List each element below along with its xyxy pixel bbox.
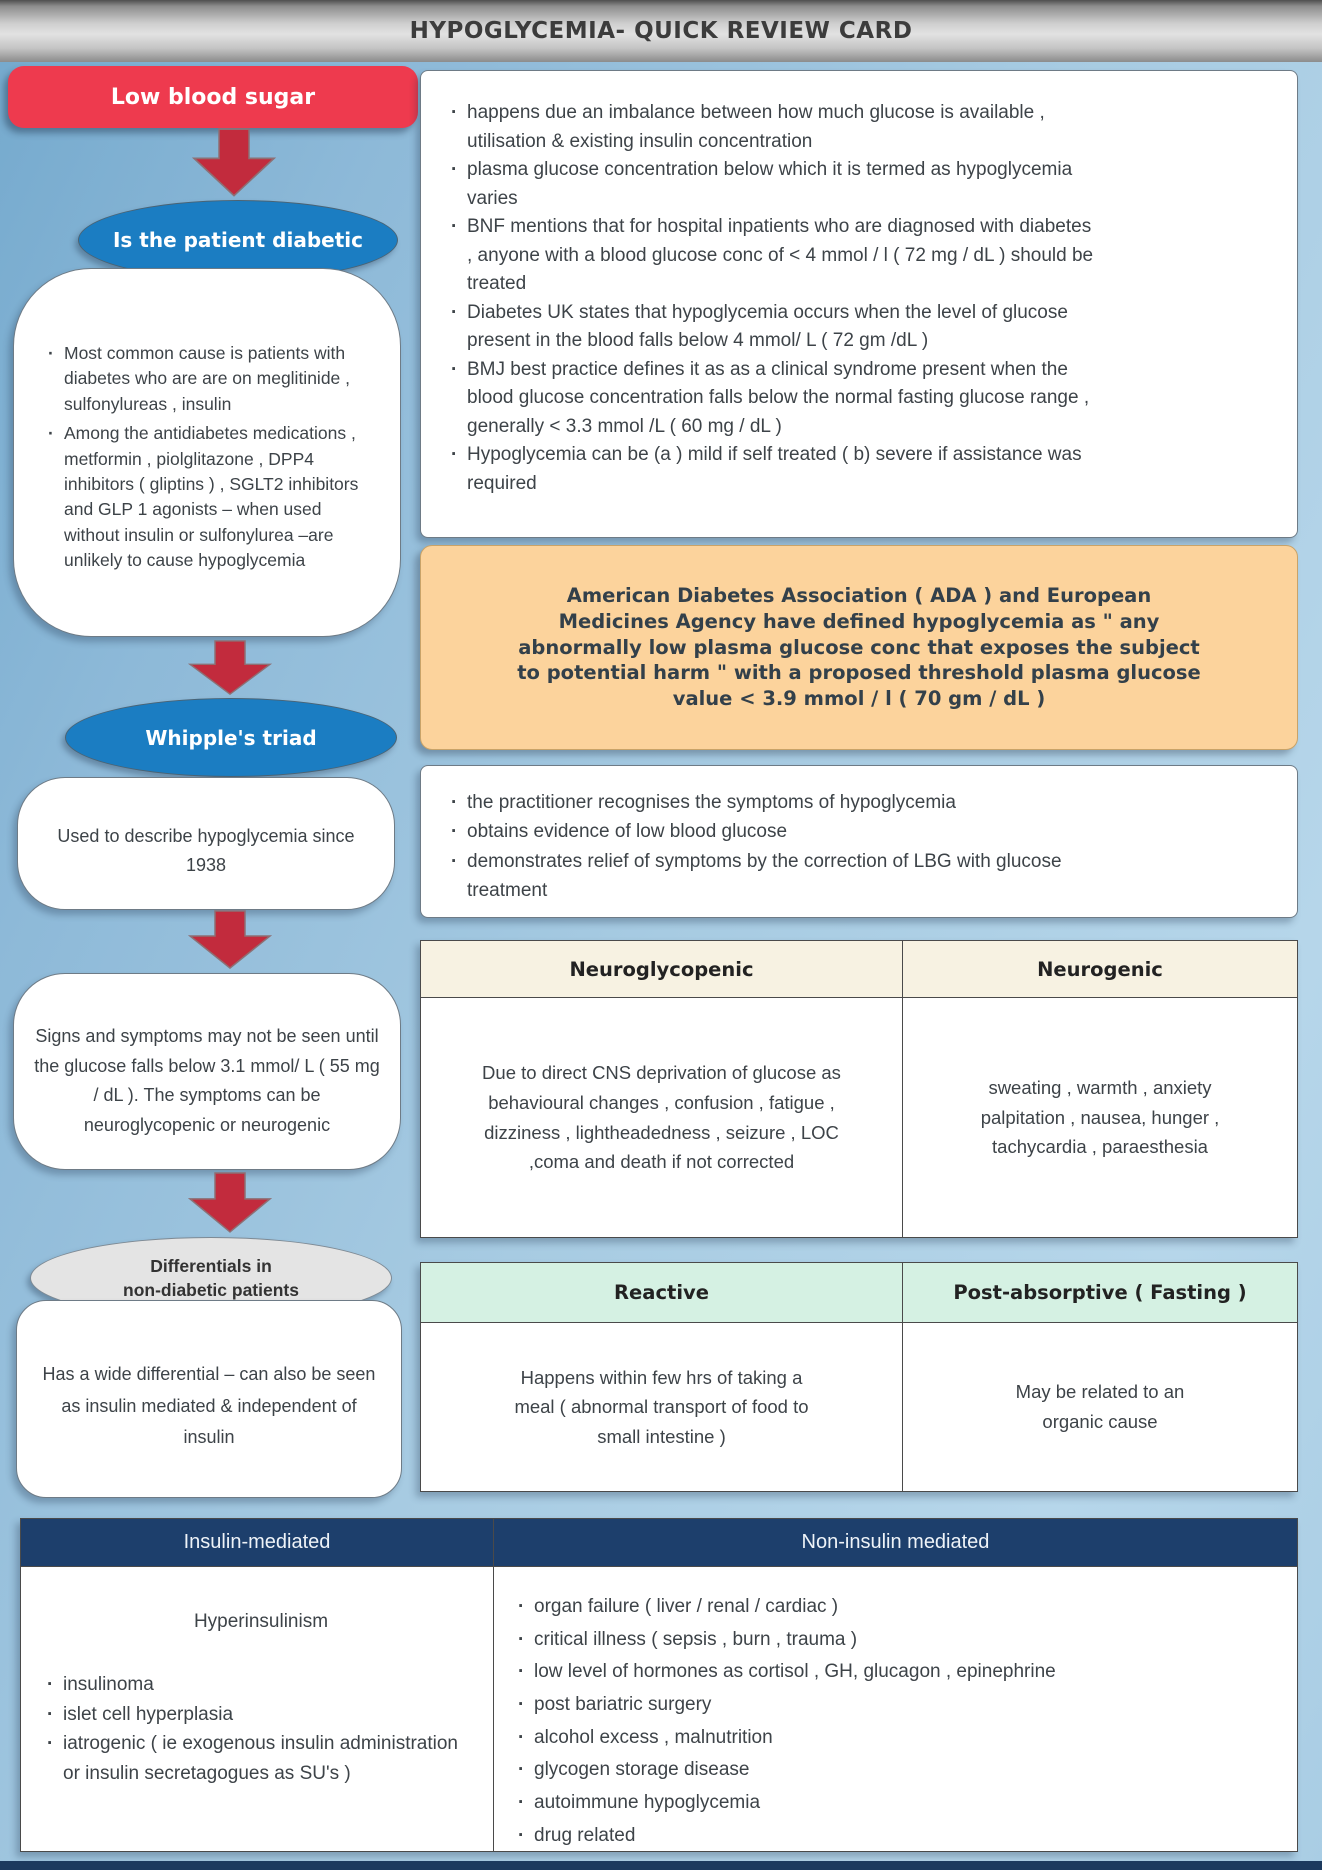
hyperinsulinism-title: Hyperinsulinism	[193, 1611, 329, 1632]
definitions-box	[420, 70, 1298, 538]
whipple-note-text: Used to describe hypoglycemia since 1938	[57, 826, 355, 875]
down-arrow-icon	[184, 128, 284, 198]
noninsulin-cause-item: · autoimmune hypoglycemia	[514, 1787, 1056, 1820]
cause-table-cell-postabsorptive	[903, 1323, 1297, 1491]
differentials-note-box	[16, 1300, 402, 1498]
signs-note-text: Signs and symptoms may not be seen until the glucose falls below 3.1 mmol/ L ( 55 mg / dL ). The symptoms can be neuroglycopenic or neurogenic	[34, 1026, 380, 1136]
mediation-table-cell-insulin	[21, 1567, 494, 1852]
symptom-table-header-neuroglycopenic: Neuroglycopenic	[421, 941, 903, 998]
whipple-note-box	[17, 777, 395, 910]
definition-item: · BNF mentions that for hospital inpatients who are diagnosed with diabetes , anyone with a blood glucose conc of < 4 mmol / l ( 72 mg / dL ) should be treated	[447, 213, 1097, 299]
whipples-triad-label: Whipple's triad	[145, 725, 317, 750]
definition-item: · BMJ best practice defines it as as a clinical syndrome present when the blood glucose concentration falls below the normal fasting glucose range , generally < 3.3 mmol /L ( 60 mg / dL )	[447, 356, 1097, 442]
insulin-cause-item: · islet cell hyperplasia	[43, 1700, 479, 1729]
differentials-label-line2: non-diabetic patients	[123, 1280, 299, 1300]
noninsulin-cause-item: · drug related	[514, 1820, 1056, 1853]
down-arrow-icon	[180, 1172, 280, 1234]
noninsulin-cause-item: · glycogen storage disease	[514, 1754, 1056, 1787]
diabetic-note-item: · Most common cause is patients with diabetes who are are on meglitinide , sulfonylureas , insulin	[44, 341, 374, 417]
symptom-table	[420, 940, 1298, 1238]
whipple-criterion-item: · obtains evidence of low blood glucose	[447, 817, 1097, 846]
cause-table-cell-reactive: Happens within few hrs of taking a meal ( abnormal transport of food to small intestine )	[421, 1323, 903, 1491]
mediation-table-header-insulin: Insulin-mediated	[21, 1519, 494, 1567]
ada-definition-box	[420, 545, 1298, 750]
mediation-table	[20, 1518, 1298, 1852]
definition-item: · plasma glucose concentration below which it is termed as hypoglycemia varies	[447, 156, 1097, 213]
mediation-table-header-noninsulin: Non-insulin mediated	[494, 1519, 1297, 1567]
diabetic-question-label: Is the patient diabetic	[112, 228, 363, 252]
low-blood-sugar-label: Low blood sugar	[110, 84, 316, 110]
header-bar	[0, 0, 1322, 62]
symptom-table-header-neurogenic: Neurogenic	[903, 941, 1297, 998]
insulin-cause-item: · insulinoma	[43, 1670, 479, 1699]
noninsulin-cause-item: · post bariatric surgery	[514, 1689, 1056, 1722]
whipple-criterion-item: · demonstrates relief of symptoms by the correction of LBG with glucose treatment	[447, 847, 1097, 906]
cause-table	[420, 1262, 1298, 1492]
whipples-triad-ellipse	[65, 698, 397, 777]
diabetic-note-item: · Among the antidiabetes medications , metformin , piolglitazone , DPP4 inhibitors ( gliptins ) , SGLT2 inhibitors and GLP 1 agonists – when used without insulin or sulfonylurea –are unlikely to cause hypoglycemia	[44, 421, 374, 573]
whipple-criteria-box	[420, 765, 1298, 918]
down-arrow-icon	[180, 640, 280, 696]
definition-item: · Hypoglycemia can be (a ) mild if self treated ( b) severe if assistance was required	[447, 441, 1097, 498]
signs-note-box	[13, 973, 401, 1170]
symptom-table-cell-neurogenic: sweating , warmth , anxiety palpitation , nausea, hunger , tachycardia , paraesthesia	[980, 1077, 1220, 1158]
whipple-criterion-item: · the practitioner recognises the symptoms of hypoglycemia	[447, 788, 1097, 817]
mediation-table-cell-noninsulin	[494, 1567, 1297, 1852]
bottom-edge-strip	[0, 1861, 1322, 1870]
definition-item: · happens due an imbalance between how much glucose is available , utilisation & existing insulin concentration	[447, 99, 1097, 156]
definition-item: · Diabetes UK states that hypoglycemia occurs when the level of glucose present in the blood falls below 4 mmol/ L ( 72 gm /dL )	[447, 299, 1097, 356]
cause-table-header-postabsorptive: Post-absorptive ( Fasting )	[903, 1263, 1297, 1323]
cause-table-cell-postabsorptive-text: May be related to an organic cause	[1015, 1381, 1185, 1432]
differentials-label-line1: Differentials in	[150, 1255, 272, 1276]
page-title: HYPOGLYCEMIA- QUICK REVIEW CARD	[409, 18, 913, 44]
down-arrow-icon	[180, 910, 280, 970]
noninsulin-cause-item: · critical illness ( sepsis , burn , trauma )	[514, 1624, 1056, 1657]
noninsulin-cause-item: · alcohol excess , malnutrition	[514, 1722, 1056, 1755]
diabetic-notes-box	[13, 268, 401, 637]
symptom-table-cell-neuroglycopenic: Due to direct CNS deprivation of glucose as behavioural changes , confusion , fatigue , dizziness , lightheadedness , seizure , LOC ,coma and death if not corrected	[421, 998, 903, 1237]
differentials-note-text: Has a wide differential – can also be seen as insulin mediated & independent of insulin	[42, 1364, 376, 1447]
insulin-cause-item: · iatrogenic ( ie exogenous insulin administration or insulin secretagogues as SU's )	[43, 1729, 479, 1788]
low-blood-sugar-box	[8, 66, 418, 128]
noninsulin-cause-item: · low level of hormones as cortisol , GH, glucagon , epinephrine	[514, 1656, 1056, 1689]
noninsulin-cause-item: · organ failure ( liver / renal / cardiac )	[514, 1591, 1056, 1624]
cause-table-header-reactive: Reactive	[421, 1263, 903, 1323]
ada-definition-text: American Diabetes Association ( ADA ) and European Medicines Agency have defined hypoglycemia as " any abnormally low plasma glucose conc that exposes the subject to potential harm " with a proposed threshold plasma glucose value < 3.9 mmol / l ( 70 gm / dL )	[517, 584, 1201, 711]
